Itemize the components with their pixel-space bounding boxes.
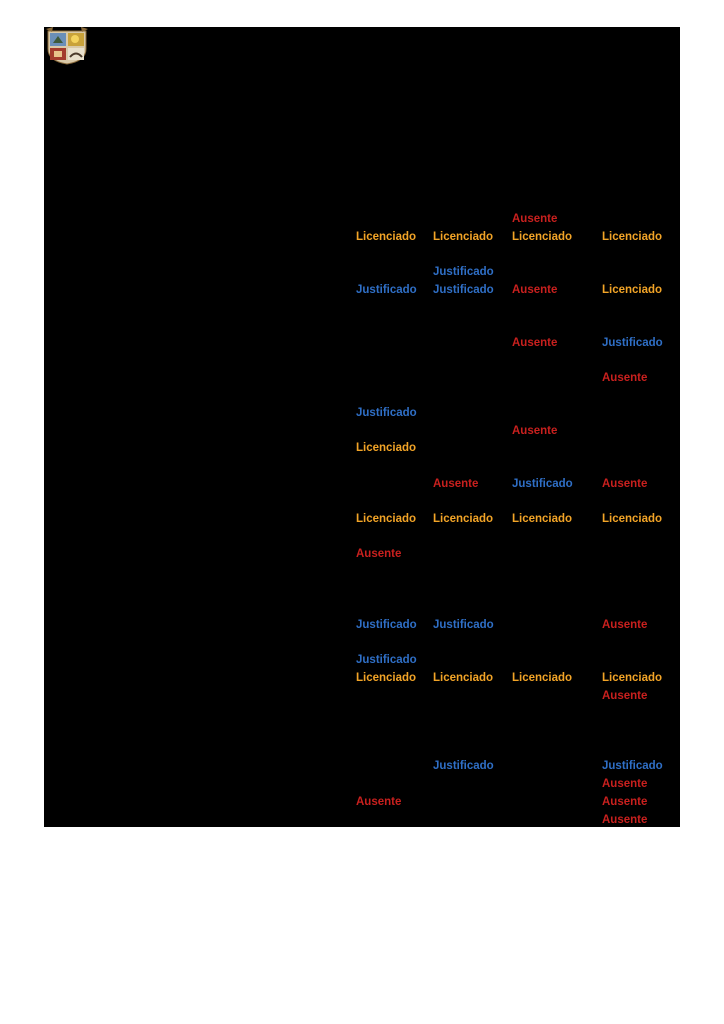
status-ausente: Ausente: [512, 213, 558, 225]
status-licenciado: Licenciado: [602, 231, 663, 243]
status-ausente: Ausente: [356, 796, 402, 808]
status-ausente: Ausente: [602, 619, 648, 631]
status-ausente: Ausente: [602, 372, 648, 384]
status-licenciado: Licenciado: [433, 513, 494, 525]
status-justificado: Justificado: [433, 284, 494, 296]
status-justificado: Justificado: [356, 619, 417, 631]
status-licenciado: Licenciado: [512, 513, 573, 525]
status-licenciado: Licenciado: [602, 513, 663, 525]
status-licenciado: Licenciado: [356, 231, 417, 243]
status-ausente: Ausente: [602, 796, 648, 808]
status-justificado: Justificado: [356, 407, 417, 419]
status-ausente: Ausente: [602, 690, 648, 702]
status-licenciado: Licenciado: [433, 672, 494, 684]
status-ausente: Ausente: [512, 284, 558, 296]
status-justificado: Justificado: [356, 284, 417, 296]
status-licenciado: Licenciado: [356, 513, 417, 525]
status-justificado: Justificado: [602, 337, 663, 349]
status-justificado: Justificado: [602, 760, 663, 772]
status-licenciado: Licenciado: [356, 672, 417, 684]
status-licenciado: Licenciado: [356, 442, 417, 454]
status-licenciado: Licenciado: [602, 284, 663, 296]
status-licenciado: Licenciado: [512, 231, 573, 243]
status-ausente: Ausente: [602, 778, 648, 790]
status-ausente: Ausente: [512, 337, 558, 349]
status-ausente: Ausente: [602, 478, 648, 490]
status-justificado: Justificado: [433, 760, 494, 772]
status-ausente: Ausente: [512, 425, 558, 437]
status-justificado: Justificado: [512, 478, 573, 490]
status-ausente: Ausente: [602, 814, 648, 826]
status-licenciado: Licenciado: [433, 231, 494, 243]
status-justificado: Justificado: [433, 266, 494, 278]
status-licenciado: Licenciado: [602, 672, 663, 684]
status-justificado: Justificado: [433, 619, 494, 631]
status-licenciado: Licenciado: [512, 672, 573, 684]
status-justificado: Justificado: [356, 654, 417, 666]
status-ausente: Ausente: [433, 478, 479, 490]
status-ausente: Ausente: [356, 548, 402, 560]
